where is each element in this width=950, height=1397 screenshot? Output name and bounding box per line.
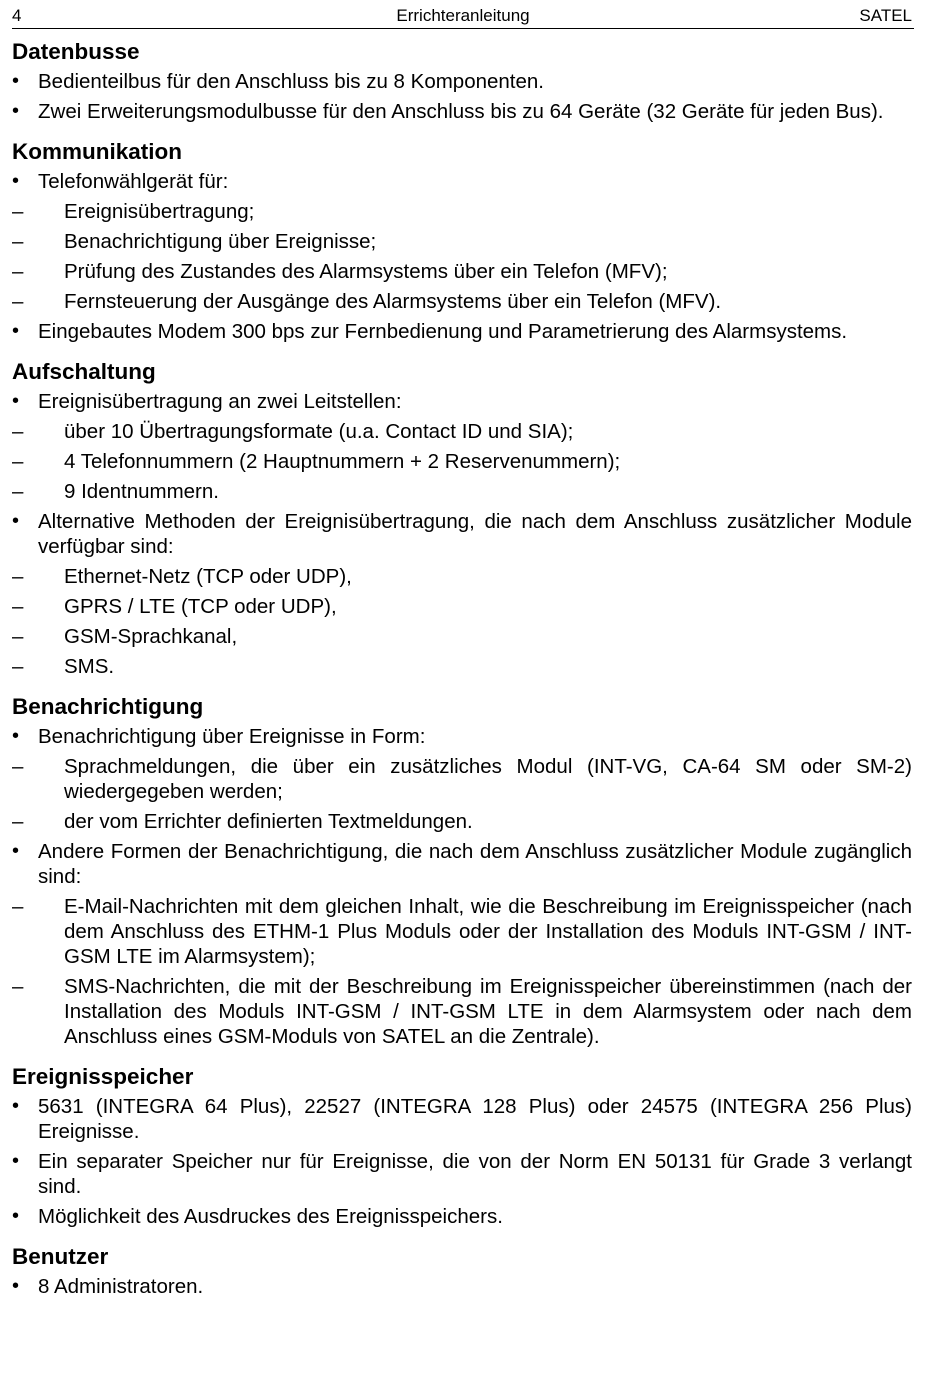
list-item-text: • 8 Administratoren. [38, 1275, 204, 1298]
sub-list-item-text: – Benachrichtigung über Ereignisse; [64, 230, 377, 253]
list-item-text: • Zwei Erweiterungsmodulbusse für den Anschluss bis zu 64 Geräte (32 Geräte für jeden Bus). [38, 100, 884, 123]
bullet-list [12, 1274, 912, 1299]
list-item [12, 389, 912, 504]
sub-list-item [12, 809, 912, 834]
page-content [12, 38, 912, 1304]
list-item [12, 839, 912, 1049]
sub-list-item [12, 564, 912, 589]
section-benachrichtigung [12, 693, 912, 1049]
list-item [12, 1094, 912, 1144]
bullet-list [12, 1094, 912, 1229]
sub-list-item [12, 259, 912, 284]
list-item-text: • Eingebautes Modem 300 bps zur Fernbedienung und Parametrierung des Alarmsystems. [38, 320, 848, 343]
brand-name: SATEL [859, 6, 912, 25]
list-item [12, 1149, 912, 1199]
section-datenbusse [12, 38, 912, 124]
sub-list [38, 754, 912, 834]
sub-list-item-text: – Ethernet-Netz (TCP oder UDP), [64, 565, 352, 588]
section-title: Datenbusse [12, 39, 140, 64]
sub-list [38, 199, 912, 314]
list-item [12, 1204, 912, 1229]
sub-list-item-text: – GPRS / LTE (TCP oder UDP), [64, 595, 337, 618]
bullet-list [12, 69, 912, 124]
list-item-text: • Bedienteilbus für den Anschluss bis zu 8 Komponenten. [38, 70, 544, 93]
sub-list-item [12, 754, 912, 804]
sub-list-item [12, 624, 912, 649]
list-item-text: • Telefonwählgerät für: [38, 170, 229, 193]
sub-list-item [12, 289, 912, 314]
section-title: Benachrichtigung [12, 694, 204, 719]
section-kommunikation [12, 138, 912, 344]
section-title: Kommunikation [12, 139, 183, 164]
section-title: Benutzer [12, 1244, 109, 1269]
sub-list-item-text: – SMS-Nachrichten, die mit der Beschreibung im Ereignisspeicher übereinstimmen (nach der Installation des Moduls INT-GSM / INT-GSM LTE in dem Alarmsystem oder nach dem Anschluss eines GSM-Moduls von SATEL an die Zentrale). [64, 975, 912, 1048]
sub-list-item-text: – Fernsteuerung der Ausgänge des Alarmsystems über ein Telefon (MFV). [64, 290, 722, 313]
bullet-list [12, 169, 912, 344]
section-title: Ereignisspeicher [12, 1064, 194, 1089]
document-title: Errichteranleitung [396, 6, 530, 25]
list-item-text: • Möglichkeit des Ausdruckes des Ereignisspeichers. [38, 1205, 503, 1228]
sub-list-item-text: – der vom Errichter definierten Textmeldungen. [64, 810, 473, 833]
sub-list-item-text: – Sprachmeldungen, die über ein zusätzliches Modul (INT-VG, CA-64 SM oder SM-2) wiedergegeben werden; [64, 755, 912, 803]
section-benutzer [12, 1243, 912, 1299]
list-item-text: • 5631 (INTEGRA 64 Plus), 22527 (INTEGRA 128 Plus) oder 24575 (INTEGRA 256 Plus) Ereignisse. [38, 1095, 912, 1143]
sub-list-item-text: – Prüfung des Zustandes des Alarmsystems über ein Telefon (MFV); [64, 260, 668, 283]
list-item [12, 724, 912, 834]
list-item [12, 169, 912, 314]
sub-list-item-text: – über 10 Übertragungsformate (u.a. Contact ID und SIA); [64, 420, 574, 443]
sub-list [38, 564, 912, 679]
list-item-text: • Ereignisübertragung an zwei Leitstellen: [38, 390, 402, 413]
section-title: Aufschaltung [12, 359, 156, 384]
sub-list-item [12, 229, 912, 254]
sub-list-item [12, 894, 912, 969]
list-item-text: • Benachrichtigung über Ereignisse in Form: [38, 725, 426, 748]
sub-list [38, 419, 912, 504]
sub-list-item [12, 419, 912, 444]
list-item [12, 99, 912, 124]
list-item [12, 319, 912, 344]
list-item [12, 69, 912, 94]
sub-list-item [12, 594, 912, 619]
sub-list-item [12, 199, 912, 224]
sub-list-item [12, 449, 912, 474]
sub-list-item-text: – 9 Identnummern. [64, 480, 219, 503]
sub-list-item-text: – GSM-Sprachkanal, [64, 625, 238, 648]
sub-list [38, 894, 912, 1049]
page-number: 4 [12, 6, 22, 25]
list-item [12, 509, 912, 679]
sub-list-item-text: – SMS. [64, 655, 115, 678]
list-item [12, 1274, 912, 1299]
sub-list-item [12, 479, 912, 504]
bullet-list [12, 724, 912, 1049]
sub-list-item [12, 974, 912, 1049]
list-item-text: • Alternative Methoden der Ereignisübertragung, die nach dem Anschluss zusätzlicher Module verfügbar sind: [38, 510, 912, 558]
list-item-text: • Andere Formen der Benachrichtigung, die nach dem Anschluss zusätzlicher Module zugänglich sind: [38, 840, 912, 888]
sub-list-item-text: – E-Mail-Nachrichten mit dem gleichen Inhalt, wie die Beschreibung im Ereignisspeicher (nach dem Anschluss des ETHM-1 Plus Moduls oder der Installation des Moduls INT-GSM / INT-GSM LTE im Alarmsystem); [64, 895, 912, 968]
sub-list-item-text: – 4 Telefonnummern (2 Hauptnummern + 2 Reservenummern); [64, 450, 621, 473]
bullet-list [12, 389, 912, 679]
sub-list-item-text: – Ereignisübertragung; [64, 200, 255, 223]
list-item-text: • Ein separater Speicher nur für Ereignisse, die von der Norm EN 50131 für Grade 3 verlangt sind. [38, 1150, 912, 1198]
page-header [12, 4, 914, 29]
section-ereignisspeicher [12, 1063, 912, 1229]
sub-list-item [12, 654, 912, 679]
section-aufschaltung [12, 358, 912, 679]
